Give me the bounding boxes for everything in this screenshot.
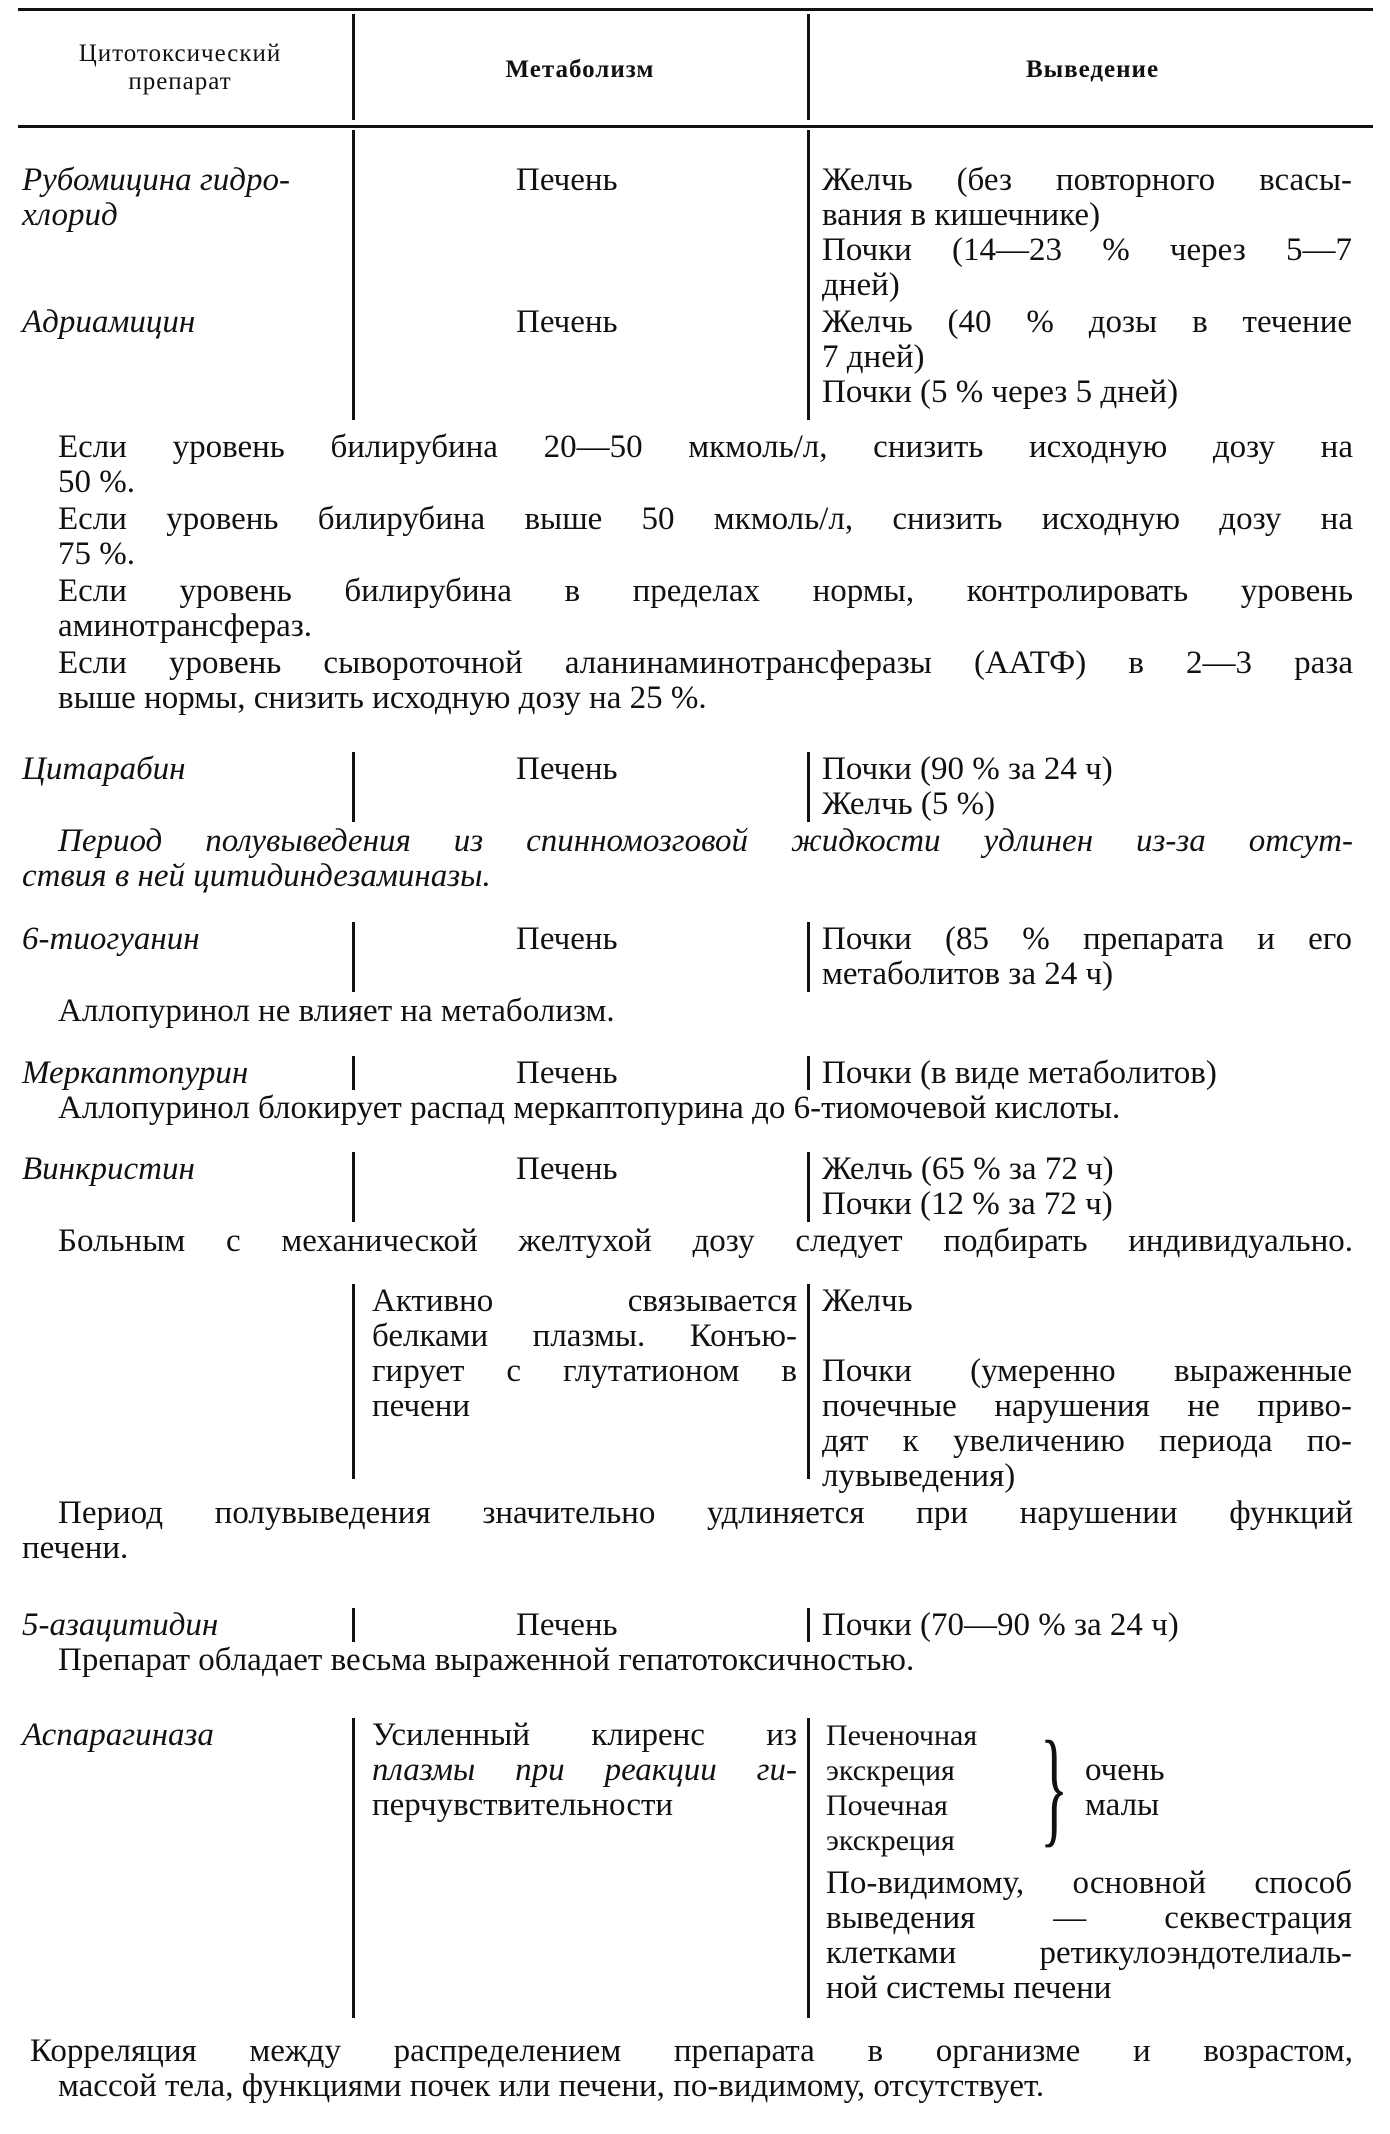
excretion-adriamycin: Желчь (40 % дозы в течение xyxy=(822,304,1352,340)
column-divider xyxy=(807,130,810,420)
excretion-adriamycin: Почки (5 % через 5 дней) xyxy=(822,374,1179,410)
excretion-rubomycin: вания в кишечнике) xyxy=(822,197,1101,233)
header-divider-2 xyxy=(807,14,810,120)
header-bottom-rule xyxy=(18,125,1373,128)
metabolism-asparaginase: Усиленный клиренс из xyxy=(372,1717,797,1753)
excretion-asparaginase-more: выведения — секвестрация xyxy=(826,1900,1352,1936)
header-col-drug xyxy=(30,40,330,96)
metabolism-unnamed: белками плазмы. Конъю- xyxy=(372,1318,797,1354)
column-divider xyxy=(352,1152,355,1222)
adriamycin-note: Если уровень билирубина в пределах нормы, контролировать уровень xyxy=(58,573,1353,609)
excretion-rubomycin: Почки (14—23 % через 5—7 xyxy=(822,232,1352,268)
cytarabine-note: Период полувыведения из спинномозговой жидкости удлинен из-за отсут- xyxy=(58,823,1353,859)
metabolism-mercaptopurine: Печень xyxy=(516,1055,618,1091)
drug-name-thioguanine: 6-тиогуанин xyxy=(22,921,200,957)
column-divider xyxy=(352,1284,355,1479)
header-col-drug-line2: препарат xyxy=(128,68,232,95)
excretion-unnamed-kidney: лувыведения) xyxy=(822,1458,1016,1494)
header-divider-1 xyxy=(352,14,355,120)
brace-label: очень xyxy=(1085,1752,1165,1788)
drug-name-adriamycin: Адриамицин xyxy=(22,304,196,340)
header-top-rule xyxy=(18,8,1373,11)
excretion-thioguanine: Почки (85 % препарата и его xyxy=(822,921,1352,957)
column-divider xyxy=(352,1718,355,2018)
cytarabine-note: ствия в ней цитидиндезаминазы. xyxy=(22,858,491,894)
excretion-cytarabine: Почки (90 % за 24 ч) xyxy=(822,751,1113,787)
final-note: Корреляция между распределением препарата в организме и возрастом, xyxy=(30,2033,1353,2069)
metabolism-unnamed: Активно связывается xyxy=(372,1283,797,1319)
drug-name-azacitidine: 5-азацитидин xyxy=(22,1607,219,1643)
column-divider xyxy=(807,1284,810,1479)
excretion-asparaginase-more: По-видимому, основной способ xyxy=(826,1865,1352,1901)
drug-name-asparaginase: Аспарагиназа xyxy=(22,1717,214,1753)
adriamycin-note: Если уровень билирубина выше 50 мкмоль/л, снизить исходную дозу на xyxy=(58,501,1353,537)
vincristine-note: Больным с механической желтухой дозу следует подбирать индивидуально. xyxy=(58,1223,1353,1259)
brace-label: малы xyxy=(1085,1787,1160,1823)
metabolism-cytarabine: Печень xyxy=(516,751,618,787)
adriamycin-note: Если уровень билирубина 20—50 мкмоль/л, снизить исходную дозу на xyxy=(58,429,1353,465)
excretion-asparaginase-hepatic: экскреция xyxy=(826,1754,955,1787)
metabolism-azacitidine: Печень xyxy=(516,1607,618,1643)
column-divider xyxy=(807,922,810,992)
excretion-rubomycin: Желчь (без повторного всасы- xyxy=(822,162,1352,198)
excretion-rubomycin: дней) xyxy=(822,267,900,303)
metabolism-unnamed: гирует с глутатионом в xyxy=(372,1353,797,1389)
metabolism-rubomycin: Печень xyxy=(516,162,618,198)
adriamycin-note: выше нормы, снизить исходную дозу на 25 %. xyxy=(58,680,707,716)
header-col-drug-line1: Цитотоксический xyxy=(78,40,282,67)
final-note: массой тела, функциями почек или печени, по-видимому, отсутствует. xyxy=(58,2068,1045,2104)
unnamed-note: Период полувыведения значительно удлиняется при нарушении функций xyxy=(58,1495,1353,1531)
column-divider xyxy=(352,922,355,992)
column-divider xyxy=(807,1718,810,2018)
excretion-asparaginase-renal: экскреция xyxy=(826,1824,955,1857)
excretion-unnamed-bile: Желчь xyxy=(822,1283,913,1319)
excretion-azacitidine: Почки (70—90 % за 24 ч) xyxy=(822,1607,1179,1643)
column-divider xyxy=(352,752,355,822)
column-divider xyxy=(352,130,355,420)
mercaptopurine-note: Аллопуринол блокирует распад меркаптопурина до 6-тиомочевой кислоты. xyxy=(58,1090,1121,1126)
excretion-asparaginase-hepatic: Печеночная xyxy=(826,1719,978,1752)
header-col-metabolism: Метаболизм xyxy=(505,56,655,83)
drug-name-vincristine: Винкристин xyxy=(22,1151,195,1187)
metabolism-adriamycin: Печень xyxy=(516,304,618,340)
excretion-adriamycin: 7 дней) xyxy=(822,339,925,375)
header-col-excretion: Выведение xyxy=(1025,56,1160,83)
excretion-cytarabine: Желчь (5 %) xyxy=(822,786,996,822)
azacitidine-note: Препарат обладает весьма выраженной гепатотоксичностью. xyxy=(58,1642,915,1678)
metabolism-thioguanine: Печень xyxy=(516,921,618,957)
excretion-asparaginase-renal: Почечная xyxy=(826,1789,948,1822)
column-divider xyxy=(807,1152,810,1222)
drug-name-cytarabine: Цитарабин xyxy=(22,751,186,787)
column-divider xyxy=(352,1056,355,1090)
metabolism-asparaginase: перчувствительности xyxy=(372,1787,674,1823)
drug-name-rubomycin: хлорид xyxy=(22,197,118,233)
excretion-mercaptopurine: Почки (в виде метаболитов) xyxy=(822,1055,1217,1091)
column-divider xyxy=(807,752,810,822)
column-divider xyxy=(807,1608,810,1642)
excretion-asparaginase-more: ной системы печени xyxy=(826,1970,1112,2006)
drug-name-rubomycin: Рубомицина гидро- xyxy=(22,162,290,198)
adriamycin-note: Если уровень сывороточной аланинаминотрансферазы (ААТФ) в 2—3 раза xyxy=(58,645,1353,681)
metabolism-asparaginase: плазмы при реакции ги- xyxy=(372,1752,797,1788)
excretion-vincristine: Желчь (65 % за 72 ч) xyxy=(822,1151,1114,1187)
curly-brace: } xyxy=(1040,1715,1069,1859)
unnamed-note: печени. xyxy=(22,1530,129,1566)
excretion-unnamed-kidney: Почки (умеренно выраженные xyxy=(822,1353,1352,1389)
drug-name-mercaptopurine: Меркаптопурин xyxy=(22,1055,249,1091)
excretion-unnamed-kidney: почечные нарушения не приво- xyxy=(822,1388,1352,1424)
column-divider xyxy=(352,1608,355,1642)
thioguanine-note: Аллопуринол не влияет на метаболизм. xyxy=(58,993,615,1029)
adriamycin-note: 75 %. xyxy=(58,536,135,572)
excretion-vincristine: Почки (12 % за 72 ч) xyxy=(822,1186,1113,1222)
excretion-unnamed-kidney: дят к увеличению периода по- xyxy=(822,1423,1352,1459)
excretion-asparaginase-more: клетками ретикулоэндотелиаль- xyxy=(826,1935,1352,1971)
adriamycin-note: 50 %. xyxy=(58,464,135,500)
metabolism-unnamed: печени xyxy=(372,1388,471,1424)
metabolism-vincristine: Печень xyxy=(516,1151,618,1187)
column-divider xyxy=(807,1056,810,1090)
excretion-thioguanine: метаболитов за 24 ч) xyxy=(822,956,1114,992)
adriamycin-note: аминотрансфераз. xyxy=(58,608,313,644)
